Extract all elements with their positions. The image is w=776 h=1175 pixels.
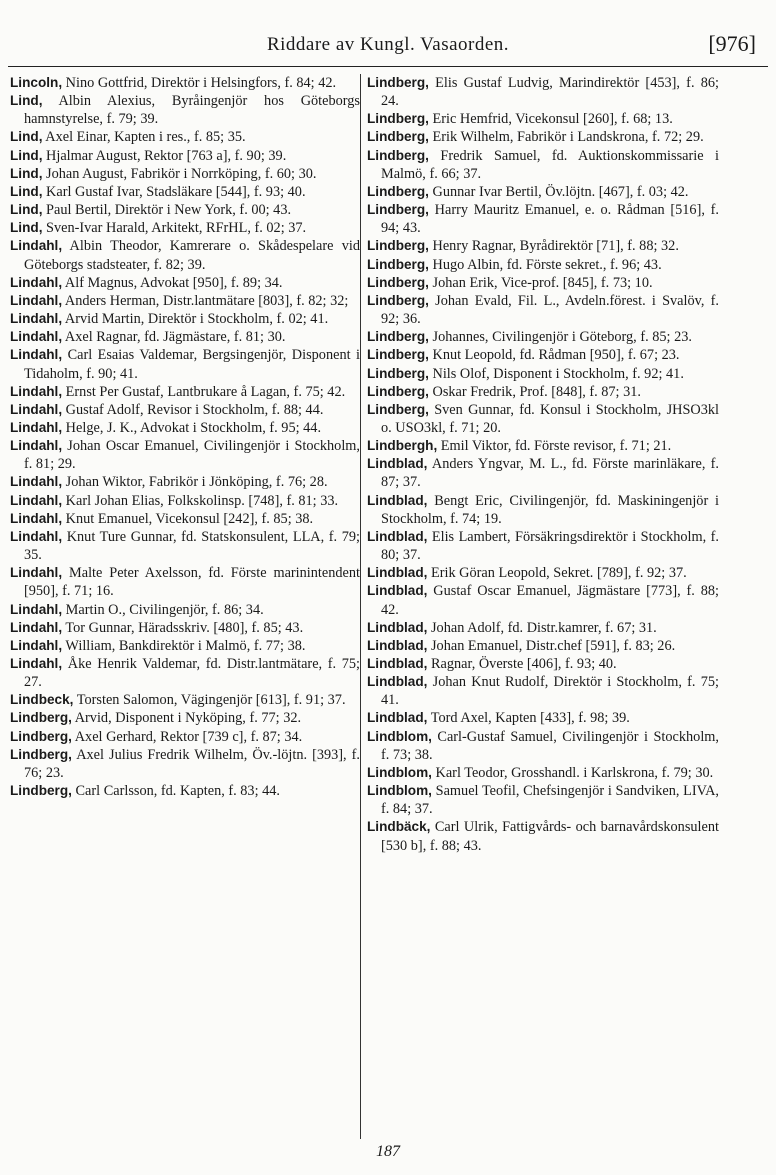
entry-details: Albin Theodor, Kamrerare o. Skådespelare vid Göteborgs stadsteater, f. 82; 39.	[24, 238, 360, 273]
entry-details: Samuel Teofil, Chefsingenjör i Sandviken, LIVA, f. 84; 37.	[381, 783, 719, 818]
entry-surname: Lindberg,	[367, 183, 429, 199]
entry-details: Johan Erik, Vice-prof. [845], f. 73; 10.	[428, 274, 653, 291]
register-entry	[367, 365, 719, 383]
entry-surname: Lindberg,	[367, 401, 429, 417]
register-entry	[10, 746, 360, 782]
entry-surname: Lindberg,	[367, 202, 429, 218]
entry-surname: Lindblom,	[367, 783, 432, 799]
register-entry	[367, 455, 719, 491]
entry-details: Carl Ulrik, Fattigvårds- och barnavårdskonsulent [530 b], f. 88; 43.	[381, 819, 719, 854]
entry-details: Johan Evald, Fil. L., Avdeln.förest. i Svalöv, f. 92; 36.	[381, 292, 719, 328]
entry-details: Elis Gustaf Ludvig, Marindirektör [453], f. 86; 24.	[381, 75, 719, 110]
entry-surname: Lindblad,	[367, 583, 428, 599]
entry-surname: Lindahl,	[10, 438, 63, 454]
register-entry	[367, 709, 719, 727]
register-entry	[10, 619, 360, 637]
register-entry	[10, 528, 360, 564]
register-entry	[10, 419, 360, 437]
entry-surname: Lindblad,	[367, 565, 428, 581]
entry-details: Eric Hemfrid, Vicekonsul [260], f. 68; 13.	[428, 111, 673, 128]
register-entry	[10, 237, 360, 273]
register-entry	[367, 292, 719, 328]
register-entry	[10, 92, 360, 128]
entry-details: Martin O., Civilingenjör, f. 86; 34.	[62, 601, 264, 618]
register-entry	[367, 728, 719, 764]
entry-details: Emil Viktor, fd. Förste revisor, f. 71; 21.	[437, 438, 672, 455]
entry-details: Carl-Gustaf Samuel, Civilingenjör i Stockholm, f. 73; 38.	[381, 728, 719, 763]
entry-surname: Lindahl,	[10, 601, 63, 617]
entry-details: Oskar Fredrik, Prof. [848], f. 87; 31.	[428, 383, 641, 400]
entry-surname: Lindblad,	[367, 637, 428, 653]
entry-surname: Lindberg,	[367, 274, 429, 290]
entry-surname: Lind,	[10, 93, 43, 109]
register-entry	[367, 528, 719, 564]
entry-details: Karl Teodor, Grosshandl. i Karlskrona, f. 79; 30.	[431, 764, 714, 781]
register-entry	[10, 74, 360, 92]
register-entry	[10, 437, 360, 473]
entry-details: Bengt Eric, Civilingenjör, fd. Maskiningenjör i Stockholm, f. 74; 19.	[381, 492, 719, 527]
entry-details: Knut Ture Gunnar, fd. Statskonsulent, LLA, f. 79; 35.	[24, 528, 360, 564]
register-entry	[10, 128, 360, 146]
entry-details: Malte Peter Axelsson, fd. Förste marinintendent [950], f. 71; 16.	[24, 565, 360, 600]
entry-details: Ragnar, Överste [406], f. 93; 40.	[427, 656, 617, 672]
entry-surname: Lindahl,	[10, 528, 63, 544]
entry-surname: Lindblad,	[367, 619, 428, 635]
register-entry	[367, 818, 719, 854]
entry-details: Axel Gerhard, Rektor [739 c], f. 87; 34.	[71, 728, 303, 745]
register-entry	[367, 74, 719, 110]
register-entry	[10, 564, 360, 600]
entry-surname: Lindblad,	[367, 710, 428, 726]
entry-surname: Lindberg,	[367, 129, 429, 145]
register-entry	[367, 401, 719, 437]
entry-surname: Lindbergh,	[367, 438, 438, 454]
entry-surname: Lindbäck,	[367, 819, 431, 835]
entry-details: Elis Lambert, Försäkringsdirektör i Stockholm, f. 80; 37.	[381, 528, 719, 564]
register-entry	[367, 128, 719, 146]
register-entry	[367, 782, 719, 818]
register-entry	[10, 637, 360, 655]
header-rule	[8, 66, 768, 67]
entry-details: Karl Gustaf Ivar, Stadsläkare [544], f. 93; 40.	[42, 183, 306, 200]
register-entry	[10, 728, 360, 746]
register-entry	[10, 782, 360, 800]
entry-details: Åke Henrik Valdemar, fd. Distr.lantmätare, f. 75; 27.	[24, 656, 360, 691]
register-entry	[367, 256, 719, 274]
entry-details: Hugo Albin, fd. Förste sekret., f. 96; 43.	[428, 256, 662, 273]
entry-details: Gunnar Ivar Bertil, Öv.löjtn. [467], f. 03; 42.	[428, 183, 689, 200]
register-entry	[367, 183, 719, 201]
entry-surname: Lindahl,	[10, 510, 63, 526]
entry-details: Fredrik Samuel, fd. Auktionskommissarie i Malmö, f. 66; 37.	[381, 147, 719, 182]
entry-details: Erik Göran Leopold, Sekret. [789], f. 92; 37.	[427, 565, 687, 582]
entry-surname: Lindahl,	[10, 329, 63, 345]
right-column	[367, 74, 719, 855]
entry-surname: Lindblom,	[367, 728, 432, 744]
entry-details: Axel Ragnar, fd. Jägmästare, f. 81; 30.	[62, 329, 286, 346]
entry-surname: Lind,	[10, 165, 43, 181]
register-entry	[10, 401, 360, 419]
entry-details: Nils Olof, Disponent i Stockholm, f. 92; 41.	[428, 365, 684, 382]
register-entry	[10, 691, 360, 709]
register-entry	[10, 383, 360, 401]
entry-surname: Lindbeck,	[10, 692, 74, 708]
entry-surname: Lindblad,	[367, 656, 428, 671]
entry-details: Erik Wilhelm, Fabrikör i Landskrona, f. 72; 29.	[428, 129, 704, 146]
entry-details: Ernst Per Gustaf, Lantbrukare å Lagan, f. 75; 42.	[62, 383, 346, 400]
register-entry	[10, 219, 360, 237]
entry-surname: Lindahl,	[10, 474, 63, 490]
entry-details: Alf Magnus, Advokat [950], f. 89; 34.	[62, 274, 283, 291]
register-entry	[367, 564, 719, 582]
entry-surname: Lindberg,	[367, 365, 429, 381]
entry-surname: Lindahl,	[10, 619, 63, 635]
entry-surname: Lindahl,	[10, 238, 63, 254]
entry-surname: Lindahl,	[10, 347, 63, 363]
entry-surname: Lind,	[10, 220, 43, 236]
entry-surname: Lindahl,	[10, 274, 63, 290]
register-entry	[367, 274, 719, 292]
entry-details: Gustaf Adolf, Revisor i Stockholm, f. 88; 44.	[62, 401, 324, 418]
register-entry	[367, 147, 719, 183]
entry-surname: Lind,	[10, 147, 43, 163]
register-entry	[10, 310, 360, 328]
entry-details: Albin Alexius, Byråingenjör hos Göteborgs hamnstyrelse, f. 79; 39.	[24, 93, 360, 128]
entry-details: Arvid, Disponent i Nyköping, f. 77; 32.	[71, 710, 302, 727]
entry-details: Sven Gunnar, fd. Konsul i Stockholm, JHSO3kl o. USO3kl, f. 71; 20.	[381, 401, 719, 436]
entry-surname: Lindberg,	[10, 728, 72, 744]
register-entry	[10, 601, 360, 619]
entry-details: Johan Adolf, fd. Distr.kamrer, f. 67; 31.	[427, 619, 657, 636]
register-entry	[10, 709, 360, 727]
entry-details: Carl Esaias Valdemar, Bergsingenjör, Disponent i Tidaholm, f. 90; 41.	[24, 347, 360, 382]
entry-details: Hjalmar August, Rektor [763 a], f. 90; 39.	[42, 147, 287, 164]
entry-surname: Lindberg,	[367, 75, 429, 90]
entry-surname: Lindberg,	[10, 746, 72, 762]
entry-surname: Lindahl,	[10, 292, 63, 308]
register-entry	[367, 346, 719, 364]
register-entry	[10, 147, 360, 165]
entry-surname: Lindberg,	[367, 111, 429, 127]
entry-details: Sven-Ivar Harald, Arkitekt, RFrHL, f. 02; 37.	[42, 220, 307, 237]
entry-surname: Lindberg,	[367, 347, 429, 363]
register-entry	[10, 201, 360, 219]
register-entry	[367, 492, 719, 528]
register-entry	[10, 655, 360, 691]
page-footer-number: 187	[376, 1143, 400, 1160]
register-entry	[10, 492, 360, 510]
left-column	[10, 74, 360, 800]
entry-surname: Lind,	[10, 183, 43, 199]
entry-surname: Lindberg,	[367, 292, 429, 308]
register-entry	[10, 510, 360, 528]
entry-details: Axel Julius Fredrik Wilhelm, Öv.-löjtn. [393], f. 76; 23.	[24, 746, 360, 781]
entry-details: Karl Johan Elias, Folkskolinsp. [748], f. 81; 33.	[62, 492, 339, 509]
register-entry	[367, 383, 719, 401]
register-entry	[10, 346, 360, 382]
page-number-bracketed: [976]	[708, 31, 756, 56]
register-entry	[10, 165, 360, 183]
register-entry	[10, 274, 360, 292]
register-entry	[10, 292, 360, 310]
register-entry	[367, 655, 719, 673]
register-entry	[367, 201, 719, 237]
entry-details: Carl Carlsson, fd. Kapten, f. 83; 44.	[71, 783, 281, 800]
entry-surname: Lindblad,	[367, 528, 428, 544]
entry-details: Johan Knut Rudolf, Direktör i Stockholm, f. 75; 41.	[381, 674, 719, 709]
entry-details: Anders Herman, Distr.lantmätare [803], f. 82; 32;	[62, 292, 349, 309]
entry-surname: Lindberg,	[367, 383, 429, 399]
entry-surname: Lindahl,	[10, 637, 63, 653]
register-entry	[367, 582, 719, 618]
register-entry	[367, 619, 719, 637]
entry-surname: Lind,	[10, 129, 43, 145]
entry-details: Johan Oscar Emanuel, Civilingenjör i Stockholm, f. 81; 29.	[24, 438, 360, 473]
entry-surname: Lindahl,	[10, 419, 63, 435]
entry-surname: Lindberg,	[10, 710, 72, 726]
entry-details: Henry Ragnar, Byrådirektör [71], f. 88; 32.	[428, 238, 679, 255]
register-entry	[367, 637, 719, 655]
entry-details: Johan Wiktor, Fabrikör i Jönköping, f. 76; 28.	[62, 474, 328, 491]
entry-details: Knut Emanuel, Vicekonsul [242], f. 85; 38.	[62, 510, 314, 527]
entry-surname: Lindahl,	[10, 492, 63, 508]
entry-surname: Lindahl,	[10, 311, 63, 327]
register-entry	[10, 183, 360, 201]
register-entry	[367, 237, 719, 255]
entry-details: Johan August, Fabrikör i Norrköping, f. 60; 30.	[42, 165, 317, 182]
register-entry	[367, 437, 719, 455]
entry-surname: Lindahl,	[10, 401, 63, 417]
entry-details: Tor Gunnar, Häradsskriv. [480], f. 85; 43.	[62, 619, 304, 636]
entry-details: William, Bankdirektör i Malmö, f. 77; 38.	[62, 637, 306, 654]
entry-surname: Lindberg,	[10, 783, 72, 799]
entry-details: Anders Yngvar, M. L., fd. Förste marinläkare, f. 87; 37.	[381, 456, 719, 491]
entry-details: Paul Bertil, Direktör i New York, f. 00; 43.	[42, 202, 292, 219]
register-entry	[367, 328, 719, 346]
entry-surname: Lindberg,	[367, 147, 429, 163]
entry-details: Torsten Salomon, Vägingenjör [613], f. 91; 37.	[73, 692, 346, 709]
entry-details: Nino Gottfrid, Direktör i Helsingfors, f. 84; 42.	[62, 75, 337, 91]
register-entry	[367, 764, 719, 782]
entry-surname: Lindblad,	[367, 674, 428, 690]
page-header	[0, 31, 776, 64]
entry-surname: Lindahl,	[10, 656, 63, 671]
entry-surname: Lindblom,	[367, 764, 432, 780]
entry-details: Tord Axel, Kapten [433], f. 98; 39.	[427, 710, 630, 727]
entry-surname: Lindberg,	[367, 329, 429, 345]
entry-details: Johan Emanuel, Distr.chef [591], f. 83; 26.	[427, 637, 676, 654]
entry-details: Axel Einar, Kapten i res., f. 85; 35.	[42, 129, 246, 146]
entry-surname: Lindahl,	[10, 383, 63, 399]
entry-surname: Lindblad,	[367, 492, 428, 508]
entry-details: Johannes, Civilingenjör i Göteborg, f. 85; 23.	[428, 329, 692, 346]
entry-details: Knut Leopold, fd. Rådman [950], f. 67; 23.	[428, 347, 680, 364]
register-entry	[367, 110, 719, 128]
entry-surname: Lind,	[10, 202, 43, 218]
entry-surname: Lincoln,	[10, 75, 63, 90]
entry-details: Gustaf Oscar Emanuel, Jägmästare [773], f. 88; 42.	[381, 583, 719, 618]
entry-details: Harry Mauritz Emanuel, e. o. Rådman [516], f. 94; 43.	[381, 202, 719, 237]
register-entry	[10, 473, 360, 491]
entry-surname: Lindberg,	[367, 256, 429, 272]
entry-details: Arvid Martin, Direktör i Stockholm, f. 02; 41.	[62, 311, 329, 328]
entry-surname: Lindahl,	[10, 565, 63, 581]
running-title: Riddare av Kungl. Vasaorden.	[266, 34, 510, 55]
entry-surname: Lindblad,	[367, 456, 428, 472]
register-entry	[367, 673, 719, 709]
entry-details: Helge, J. K., Advokat i Stockholm, f. 95; 44.	[62, 419, 322, 436]
entry-surname: Lindberg,	[367, 238, 429, 254]
register-entry	[10, 328, 360, 346]
column-divider	[360, 74, 361, 1139]
